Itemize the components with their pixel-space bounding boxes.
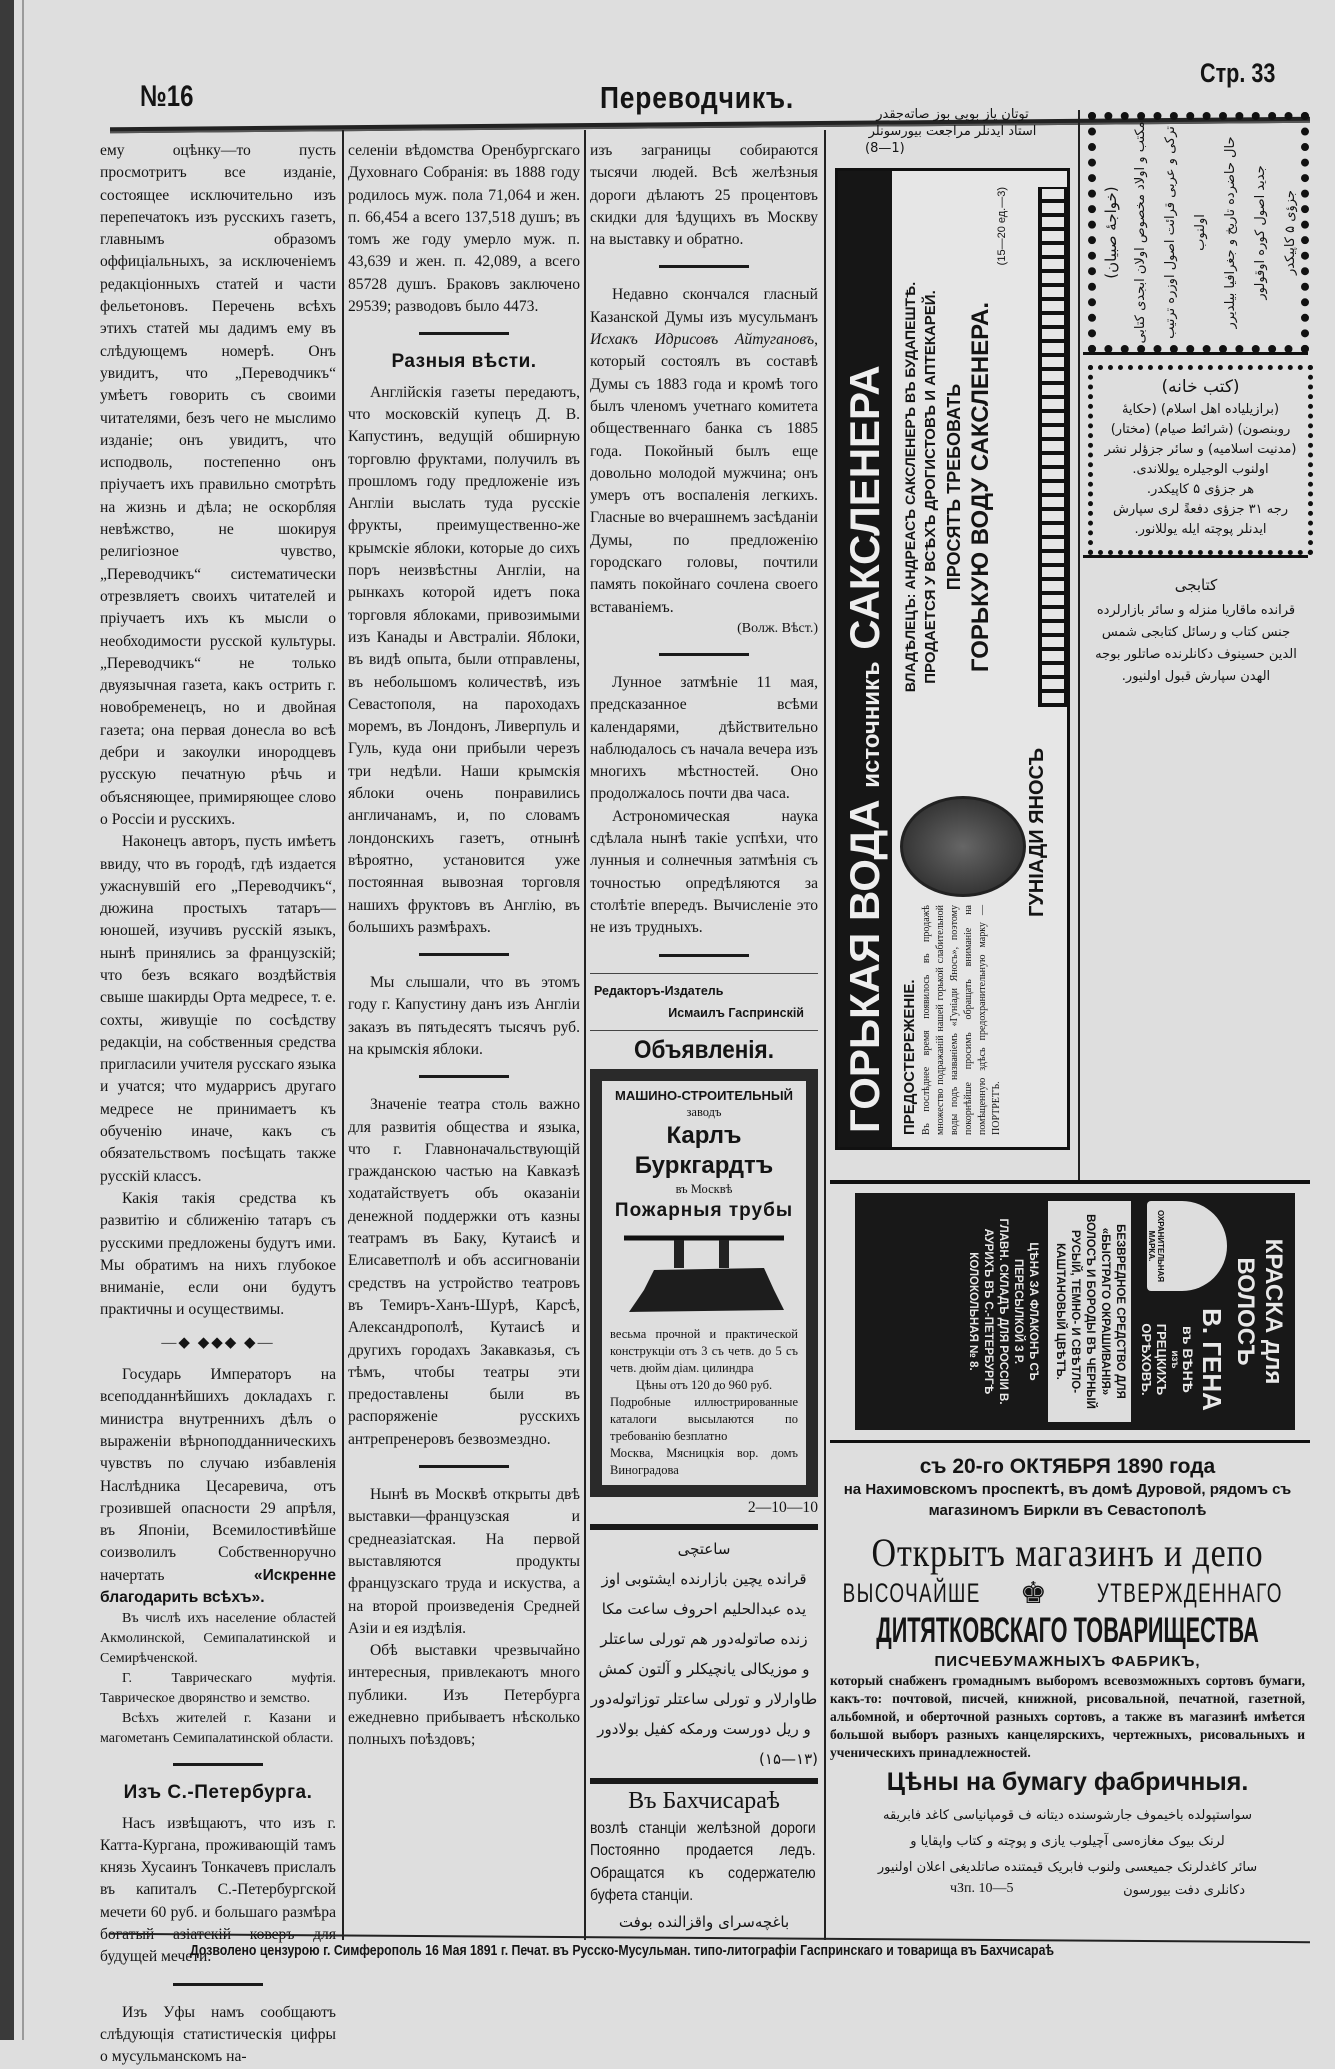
article-text: селеніи вѣдомства Оренбургскаго Духовнаго Собранія: въ 1888 году родилось муж. пола 71,064 и жен. п. 66,454 а всего 137,518 душъ; въ томъ же году умерло муж. п. 43,639 и жен. п. 42,089, а всего 85728 душъ. Браковъ заключено 29539; разводовъ было 4473. — [348, 142, 580, 316]
portrait-icon — [900, 796, 1026, 897]
article-text: Насъ извѣщаютъ, что изъ г. Катта-Кургана, проживающій тамъ князь Хусаинъ Тонкачевъ прислалъ въ капиталъ С.-Петербургской мечети 60 руб. и большаго размѣра богатый азіатскій коверъ для будущей мечети. — [100, 1814, 336, 1966]
ad-banner — [838, 171, 892, 1147]
section-heading: Изъ С.-Петербурга. — [123, 1782, 313, 1804]
ad-line: ایدنلر پوچته ایله یوللانور. — [1134, 522, 1267, 537]
ad-line: (مدنیت اسلامیه) و سائر جزؤلر نشر — [1104, 442, 1297, 457]
hair-dye-ad — [855, 1193, 1295, 1430]
fire-pump-illustration — [614, 1230, 794, 1320]
ad-text: возлѣ станціи желѣзной дороги Постоянно продается ледъ. Обращатся къ содержателю буфета станціи. — [590, 1819, 816, 1904]
brand-name: ГУНІАДИ ЯНОСЪ — [1026, 747, 1048, 917]
divider — [419, 1075, 509, 1078]
article-text-part: Недавно скончался гласный Казанской Думы изъ мусульманъ — [590, 286, 818, 326]
divider — [830, 1440, 1310, 1443]
column-2 — [348, 140, 580, 1752]
article-text — [100, 1364, 336, 1609]
divider — [659, 265, 749, 268]
ad-description: БЕЗВРЕДНОЕ СРЕДСТВО ДЛЯ «БЫСТРАГО ОКРАШИВАНІЯ» ВОЛОСЪ И БОРОДЫ ВЪ ЧЕРНЫЙ РУСЫЙ, ТЕМНО- И СВѢТЛО-КАШТАНОВЫЙ ЦВѢТЪ. — [1048, 1201, 1131, 1422]
trademark-lion-icon — [1147, 1201, 1227, 1291]
issue-number: №16 — [140, 80, 194, 113]
imperial-eagle-icon: ♚ — [1019, 1577, 1047, 1610]
divider — [419, 332, 509, 335]
ad-price: Цѣны отъ 120 до 960 руб. — [635, 1378, 773, 1393]
ad-line: جزؤی ۵ کاپیکدر — [1283, 190, 1298, 275]
divider — [173, 1763, 263, 1766]
source-citation: (Волж. Вѣст.) — [737, 620, 818, 636]
ad-product: ГОРЬКУЮ ВОДУ САКСЛЕНЕРА. — [967, 301, 994, 673]
ad-line: اولنوب الوجیلره یوللاندی. — [1132, 462, 1269, 477]
ad-line: لرنک بیوک مغازه‌سی آچیلوب یازی و پوچته و کتاب واپقایا و — [910, 1834, 1225, 1849]
ad-title: ساعتچی — [677, 1539, 731, 1558]
ad-line: هر جزؤی ۵ کاپیکدر. — [1146, 482, 1255, 497]
divider — [590, 1524, 818, 1530]
column-rule — [1078, 110, 1080, 1180]
ad-address: Москва, Мясницкія вор. домъ Виноградова — [610, 1446, 798, 1478]
ad-company: ДИТЯТКОВСКАГО ТОВАРИЩЕСТВА — [876, 1611, 1259, 1650]
divider — [590, 1778, 818, 1784]
page-number: Стр. 33 — [1200, 58, 1276, 88]
ad-product: Пожарныя трубы — [614, 1200, 794, 1222]
divider — [419, 1465, 509, 1468]
ad-line: въ Москвѣ — [675, 1182, 733, 1197]
ad-company: Карлъ Буркгардтъ — [634, 1122, 774, 1180]
ad-line: و ریل دورست ورمکه کفیل بولادور — [597, 1719, 811, 1738]
article-text: ему оцѣнку—то пусть просмотритъ все изданіе, состоящее исключительно изъ перепечатокъ изъ русскихъ газетъ, главнымъ образомъ оффиціальныхъ, за исключеніемъ редакціонныхъ статей и части фельетоновъ. Перечень всѣхъ этихъ статей мы дадимъ ему въ слѣдующемъ номерѣ. Онъ увидитъ, что „Переводчикъ“ умѣетъ говорить съ своими читателями, безъ чего не мыслимо изданіе; онъ увидитъ, что исподволь, постепенно онъ пріучаетъ ихъ правильно смотрѣть на жизнь и дѣла; не оскорбляя невѣжство, не шокируя религіозное чувство, „Переводчикъ“ систематически отрезвляетъ своихъ читателей и пріучаетъ ихъ къ мысли о необходимости русской культуры. „Переводчикъ“ не только двуязычная газета, какъ острить г. новобременецъ, но и двойная газета; она первая донесла во всѣ дебри и закоулки инородцевъ русскую печатную рѣчь и объясняющее, примиряющее слово о Россіи и русскихъ. — [100, 142, 336, 828]
ad-address: магазиномъ Биркли въ Севастополѣ — [928, 1502, 1207, 1519]
section-heading: Разныя вѣсти. — [391, 351, 537, 373]
article-text: Г. Таврическаго муфтія. Таврическое дворянство и земство. — [100, 1671, 336, 1707]
article-text: Изъ Уфы намъ сообщаютъ слѣдующія статистическія цифры о мусульманскомъ на- — [100, 2003, 336, 2066]
editor-box — [590, 973, 818, 1032]
ad-line: ПРОДАЕТСЯ У ВСѢХЪ ДРОГИСТОВЪ И АПТЕКАРЕЙ. — [922, 290, 939, 684]
ad-text: Подробные иллюстрированные каталоги высылаются по требованію безплатно — [610, 1395, 798, 1444]
ad-text-arabic: باغچه‌سرای واقزالنده بوفت — [618, 1913, 790, 1932]
ad-line: و موزیکالی یانچیکلر و آلتون کمش — [598, 1659, 810, 1678]
ads-heading: Объявленія. — [634, 1036, 774, 1065]
ad-line: حال حاضرده تاریخ و جغرافیا بیلدیرر — [1223, 136, 1238, 329]
article-text: Нынѣ въ Москвѣ открыты двѣ выставки—французская и среднеазіатская. На первой выставляются продукты французскаго труда и искуства, а на второй произведенія Средней Азіи и ея издѣлія. — [348, 1486, 580, 1637]
ad-text: весьма прочной и практической конструкціи отъ 3 съ четв. до 5 съ четв. дюйм діам. цилиндра — [610, 1327, 798, 1376]
ad-title: источникъ — [858, 661, 885, 788]
ad-line: ВЫСОЧАЙШЕ — [842, 1578, 981, 1608]
burkhardt-ad — [590, 1069, 818, 1497]
ad-title: КРАСКА для ВОЛОСЪ — [1232, 1238, 1287, 1385]
editor-name: Исмаилъ Гаспринскій — [668, 1005, 804, 1020]
warning-title: ПРЕДОСТЕРЕЖЕНІЕ. — [901, 979, 918, 1135]
ad-line: ПИСЧЕБУМАЖНЫХЪ ФАБРИКЪ, — [934, 1653, 1201, 1670]
article-text: Англійскія газеты передаютъ, что московскій купецъ Д. В. Капустинъ, ведущій обширную торговлю фруктами, получилъ въ прошломъ году предложеніе изъ Англіи выслать туда русскіе фрукты, преимущественно-же крымскіе яблоки, которые до сихъ поръ неизвѣстны Англіи, на рынкахъ которой идетъ пока торговля яблоками, привозимыми изъ Канады и Австраліи. Яблоки, въ видѣ опыта, были отправлены, въ небольшомъ количествѣ, изъ Севастополя, на пароходахъ моремъ, въ Лондонъ, Ливерпуль и Гуль, куда они прибыли черезъ три недѣли. Наши крымскія яблоки очень понравились англичанамъ, и, по словамъ лондонскихъ газетъ, отнынѣ вѣроятно, установится уже постоянная вывозная торговля нашихъ фруктовъ въ Англію, въ большихъ размѣрахъ. — [348, 383, 580, 936]
watchmaker-ad — [590, 1534, 818, 1774]
greek-key-border — [1038, 187, 1068, 707]
ad-address: на Нахимовскомъ проспектѣ, въ домѣ Дуровой, рядомъ съ — [843, 1481, 1292, 1498]
article-text: изъ заграницы собираются тысячи людей. Всѣ желѣзныя дороги дѣлаютъ 25 процентовъ скидки для ѣдущихъ въ Москву на выставку и обратно. — [590, 142, 818, 249]
article-text: Въ числѣ ихъ население областей Акмолинской, Семипалатинской и Семирѣченской. — [100, 1611, 336, 1667]
ad-code: чЗп. 10—5 — [950, 1881, 1014, 1896]
ad-code: (15—20 ед.—3) — [996, 187, 1008, 266]
trademark-label: ОХРАНИТЕЛЬНАЯ МАРКА. — [1147, 1209, 1165, 1283]
column-rule — [584, 130, 586, 1940]
ad-line: въ ВѢНѢ — [1180, 1326, 1196, 1393]
ad-title: ГОРЬКАЯ ВОДА — [841, 799, 888, 1133]
ad-headline: Открытъ магазинъ и депо — [871, 1530, 1264, 1575]
ad-code: (۱۳—۱۵) — [759, 1749, 818, 1768]
ad-line: دکانلری دفت بیورسون — [1123, 1883, 1245, 1898]
article-text: Значеніе театра столь важно для развитія общества и языка, что г. Главноначальствующій гражданскою частью на Кавказѣ ходатайствуетъ объ оказаніи денежной поддержки отъ казны театрамъ въ Баку, Кутаисѣ и Елисаветполѣ и объ ассигнованіи средствъ на устройство театровъ въ Темиръ-Ханъ-Шурѣ, Карсѣ, Александрополѣ, Кутаисѣ и другихъ городахъ Закавказья, съ тѣмъ, чтобы театры эти предоставлены были въ распоряженіе русскихъ антрепренеровъ безвозмездно. — [348, 1096, 580, 1448]
scan-edge — [0, 0, 14, 2040]
ad-line: روبنصون) (شرائط صیام) (مختار) — [1110, 422, 1291, 437]
ad-line: заводъ — [686, 1105, 722, 1120]
ad-line: طاوارلار و تورلی ساعتلر توزاتوله‌دور — [590, 1689, 818, 1708]
divider — [419, 953, 509, 956]
article-text: Мы слышали, что въ этомъ году г. Капустину данъ изъ Англіи заказъ въ пятьдесятъ тысячъ руб. на крымскія яблоки. — [348, 974, 580, 1058]
bookseller-ad — [1085, 570, 1307, 688]
paper-shop-ad — [830, 1455, 1305, 1901]
notice-code: (8—1) — [865, 141, 905, 156]
ad-price: ЦѢНА ЗА ФЛАКОНЪ СЪ ПЕРЕСЫЛКОЙ 3 Р. — [1012, 1242, 1039, 1381]
article-text-part: Государь Императоръ на всеподданнѣйшихъ докладахъ г. министра внутреннихъ дѣлъ о выраженіи вѣрноподданническихъ чувствъ по случаю избавленія Наслѣдника Цесаревича, отъ грозившей опасности 29 апрѣля, въ Японіи, Всемилостивѣйше соизволилъ Собственноручно начертать — [100, 1366, 336, 1584]
column-rule — [342, 130, 344, 1940]
ad-title: САКСЛЕНЕРА — [841, 365, 888, 650]
notice-line: استاد ایدنلر مراجعت بیورسونلر — [868, 124, 1037, 139]
ornament-divider: —◆ ◆◆◆ ◆— — [161, 1334, 275, 1351]
ad-title: (کتب خانه) — [1161, 377, 1240, 397]
editor-label: Редакторъ-Издатель — [594, 983, 724, 998]
ad-code: 2—10—10 — [747, 1499, 818, 1517]
ad-line: جدید اصول کوره اوقولور — [1253, 165, 1268, 300]
article-text — [590, 284, 818, 618]
ad-line: ترکی و عربی قرائت اصول اوزره ترتیب اولنوب — [1163, 126, 1208, 339]
ad-line: ПРОСЯТЪ ТРЕБОВАТЬ — [944, 383, 964, 591]
column-rule — [824, 130, 826, 1940]
ad-line: ВЛАДѢЛЕЦЪ: АНДРЕАСЪ САКСЛЕНЕРЪ ВЪ БУДАПЕШТѢ. — [902, 281, 918, 693]
ad-maker: В. ГЕНА — [1197, 1308, 1227, 1411]
warning-block — [900, 905, 1004, 1135]
ad-line: الدین حسینوف دکانلرنده صاتلور بوجه — [1095, 647, 1297, 662]
primer-ad-text — [1096, 120, 1301, 345]
bookshop-ad-text — [1093, 370, 1308, 540]
article-text: Обѣ выставки чрезвычайно интересныя, привлекаютъ много публики. Изъ Петербурга ежедневно прибываетъ нѣсколько полныхъ поѣздовъ; — [348, 1642, 580, 1749]
notice-line: توتان یاز بویی بوز صاته‌جقدر — [876, 107, 1029, 122]
divider — [659, 653, 749, 656]
ad-text: который снабженъ громаднымъ выборомъ всевозможныхъ сортовъ бумаги, какъ-то: почтовой, писчей, книжной, рисовальной, печатной, газетной, альбомной, и оберточной разныхъ сортовъ, а также въ магазинѣ имѣется большой выборъ разныхъ канцелярскихъ, чертежныхъ, рисовальныхъ и ученическихъ принадлежностей. — [830, 1673, 1305, 1760]
ad-line: قرانده ماقاریا منزله و سائر بازارلرده — [1096, 603, 1296, 618]
ad-line: زنده صاتوله‌دور هم تورلی ساعتلر — [600, 1629, 808, 1648]
ad-line: (برازیلیاده اهل اسلام) (حکایهٔ — [1121, 402, 1280, 417]
ad-line: ГРЕЦКИХЪ ОРѢХОВЪ. — [1139, 1323, 1169, 1396]
person-name: Исхакъ Идрисовъ Айтугановъ — [590, 331, 815, 349]
article-text: Наконецъ авторъ, пусть имѣетъ ввиду, что въ городѣ, гдѣ издается ужаснувшій его „Переводчикъ“, дюжина простыхъ татаръ—юношей, изучивъ русскій языкъ, нынѣ принялись за французскій; что безъ всякаго воздѣйствія свыше шакирды Орта медресе, т. е. сохты, живущіе по сосѣдству редакціи, на собственныя средства пригласили учителя русскаго языка и учатся; что мударрисъ другаго медресе не принимаетъ къ обученію иначе, какъ съ обязательствомъ посѣщать также русскій классъ. — [100, 833, 336, 1185]
arabic-notice — [835, 106, 1070, 157]
ad-title: Въ Бахчисараѣ — [628, 1787, 780, 1814]
ad-line: МАШИНО-СТРОИТЕЛЬНЫЙ — [615, 1088, 793, 1104]
article-text: Лунное затмѣніе 11 мая, предсказанное всѣми календарями, дѣйствительно наблюдалось съ начала вечера изъ многихъ мѣстностей. Оно продолжалось почти два часа. — [590, 673, 818, 803]
ad-line: УТВЕРЖДЕННАГО — [1096, 1578, 1283, 1608]
divider — [1083, 555, 1308, 558]
ad-line: جنس کتاب و رسائل کتابجی شمس — [1101, 625, 1291, 640]
saxlehner-ad — [835, 168, 1070, 1150]
newspaper-title: Переводчикъ. — [600, 80, 795, 115]
ad-line: مکتب و اولاد مخصوص اولان ابجدی کتابی — [1133, 121, 1148, 344]
divider — [659, 954, 749, 957]
divider — [173, 1983, 263, 1986]
ad-line: سواستپولده باخیموف جارشوسنده دیتانه ف قومپانیاسی کاغد فابریقه — [882, 1808, 1253, 1823]
ad-body — [900, 187, 1008, 787]
article-text-part: , который состоялъ въ составѣ Думы съ 1883 года и кромѣ того былъ членомъ учетнаго комитета общественнаго банка съ 1885 года. Покойный былъ еще довольно молодой мужчина; онъ умеръ отъ воспаленія легкихъ. Гласные во вчерашнемъ засѣданіи Думы, по предложенію городскаго головы, почтили память покойнаго сочлена своего вставаніемъ. — [590, 331, 818, 616]
ad-line: رجه ۳۱ جزؤی دفعةً لری سپارش — [1112, 502, 1289, 517]
divider — [830, 1180, 1310, 1184]
ad-line: قرانده یچین بازارنده ایشتوبی اوز — [601, 1569, 807, 1588]
ad-line: یده عبدالحلیم احروف ساعت مکا — [601, 1599, 807, 1618]
article-text: Какія такія средства къ развитію и сближенію татаръ съ русскими предложены будутъ ими. Мы обратимъ на нихъ глубокое вниманіе, если они будутъ практичны и осуществимы. — [100, 1189, 336, 1319]
ad-title: کتابجی — [1174, 576, 1218, 594]
article-text: Астрономическая наука сдѣлала нынѣ такіе успѣхи, что лунныя и солнечныя затмѣнія съ точностью опредѣляются за столѣтіе впередъ. Вычисленіе это не изъ трудныхъ. — [590, 807, 818, 937]
ad-depot: ГЛАВН. СКЛАДЪ ДЛЯ РОССІИ В. АУРИХЪ ВЪ С.-ПЕТЕРБУРГѢ КОЛОКОЛЬНАЯ № 8. — [967, 1218, 1009, 1405]
ad-arabic — [830, 1803, 1305, 1881]
article-text: Всѣхъ жителей г. Казани и магометанъ Семипалатинской области. — [100, 1711, 336, 1747]
divider — [1083, 352, 1308, 355]
ad-price-block — [965, 1201, 1040, 1422]
ad-price-heading: Цѣны на бумагу фабричныя. — [886, 1768, 1249, 1796]
arabic-primer-ad — [1088, 112, 1309, 353]
column-3 — [590, 140, 818, 1937]
column-1 — [100, 140, 336, 2069]
ad-date: съ 20-го ОКТЯБРЯ 1890 года — [919, 1455, 1216, 1478]
quote: «Искренне благодарить всѣхъ». — [100, 1566, 336, 1606]
ad-line: изъ — [1169, 1350, 1180, 1369]
scan-edge-line — [22, 0, 24, 2040]
ad-line: سائر کاغدلرنک جمیعسی ولنوب فابریک قیمتنده صاتلدیغی اعلان اولنیور — [877, 1860, 1258, 1875]
ad-line: الهدن سپارش قبول اولنیور. — [1121, 669, 1271, 684]
censorship-footer: Дозволено цензурою г. Симферополь 16 Мая 1891 г. Печат. въ Русско-Мусульман. типо-литографіи Гаспринскаго и товарища въ Бахчисараѣ — [190, 1942, 1055, 1959]
bookshop-ad — [1088, 365, 1313, 555]
ad-title: (خواجهٔ صبیان) — [1102, 186, 1120, 279]
warning-text: Въ послѣднее время появилось въ продажѣ множество подражаній нашей горькой слабительной воды подъ названіемъ «Гуніади Яносъ», поэтому покорнѣйше просимъ обращать вниманіе на помѣщенную здѣсь предохранительную марку — ПОРТРЕТЪ. — [921, 905, 1002, 1135]
